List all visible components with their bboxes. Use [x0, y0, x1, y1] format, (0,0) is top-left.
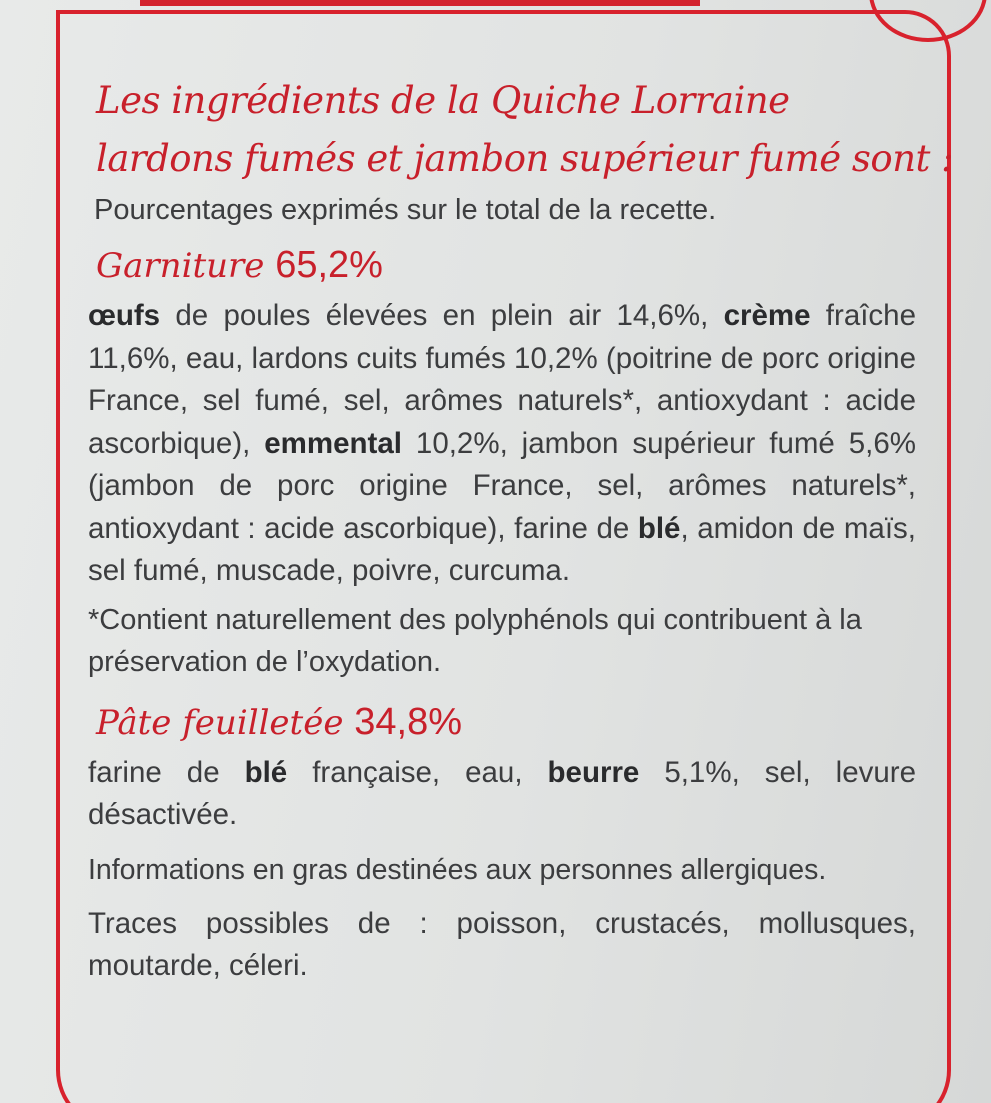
allergen-creme: crème	[723, 299, 811, 332]
ingredients-content	[88, 72, 954, 988]
garniture-heading	[96, 240, 916, 291]
pate-heading	[96, 697, 916, 748]
garniture-text-2: fraîche 11,6%, eau, lardons cuits fumés 10,2% (poitrine de porc origine France, sel fumé, sel, arômes naturels*, antioxydant : acide ascorbique),	[88, 299, 916, 460]
title-line-1: Les ingrédients de la Quiche Lorraine	[96, 79, 790, 122]
garniture-text-4: , amidon de maïs, sel fumé, muscade, poivre, curcuma.	[88, 511, 916, 587]
polyphenol-footnote: *Contient naturellement des polyphénols qui contribuent à la préservation de l’oxydation.	[88, 603, 862, 678]
allergen-ble: blé	[637, 511, 681, 545]
allergen-oeufs: œufs	[88, 299, 161, 332]
pate-text-2: française, eau,	[287, 755, 548, 789]
garniture-text-1: de poules élevées en plein air 14,6%,	[160, 299, 724, 332]
top-red-bar	[140, 0, 700, 6]
allergen-emmental: emmental	[264, 426, 402, 460]
allergen-ble-pate: blé	[244, 755, 288, 789]
allergen-beurre: beurre	[547, 755, 640, 789]
garniture-ingredients	[88, 295, 916, 593]
ingredients-title	[96, 72, 954, 188]
pate-ingredients	[88, 752, 916, 837]
garniture-label: Garniture	[96, 246, 265, 286]
garniture-percent: 65,2%	[275, 244, 383, 286]
corner-arc-decoration	[869, 0, 987, 42]
traces-statement: Traces possibles de : poisson, crustacés, mollusques, moutarde, céleri.	[88, 906, 916, 982]
allergen-info: Informations en gras destinées aux personnes allergiques.	[88, 853, 827, 886]
pate-percent: 34,8%	[354, 700, 463, 743]
garniture-text-3: 10,2%, jambon supérieur fumé 5,6% (jambon de porc origine France, sel, arômes naturels*, antioxydant : acide ascorbique), farine de	[88, 426, 916, 545]
pate-text-3: 5,1%, sel, levure désactivée.	[88, 755, 917, 831]
pate-text-1: farine de	[88, 755, 245, 789]
percentage-note: Pourcentages exprimés sur le total de la recette.	[94, 194, 717, 226]
title-line-2: lardons fumés et jambon supérieur fumé sont :	[96, 137, 954, 180]
pate-label: Pâte feuilletée	[96, 702, 344, 743]
